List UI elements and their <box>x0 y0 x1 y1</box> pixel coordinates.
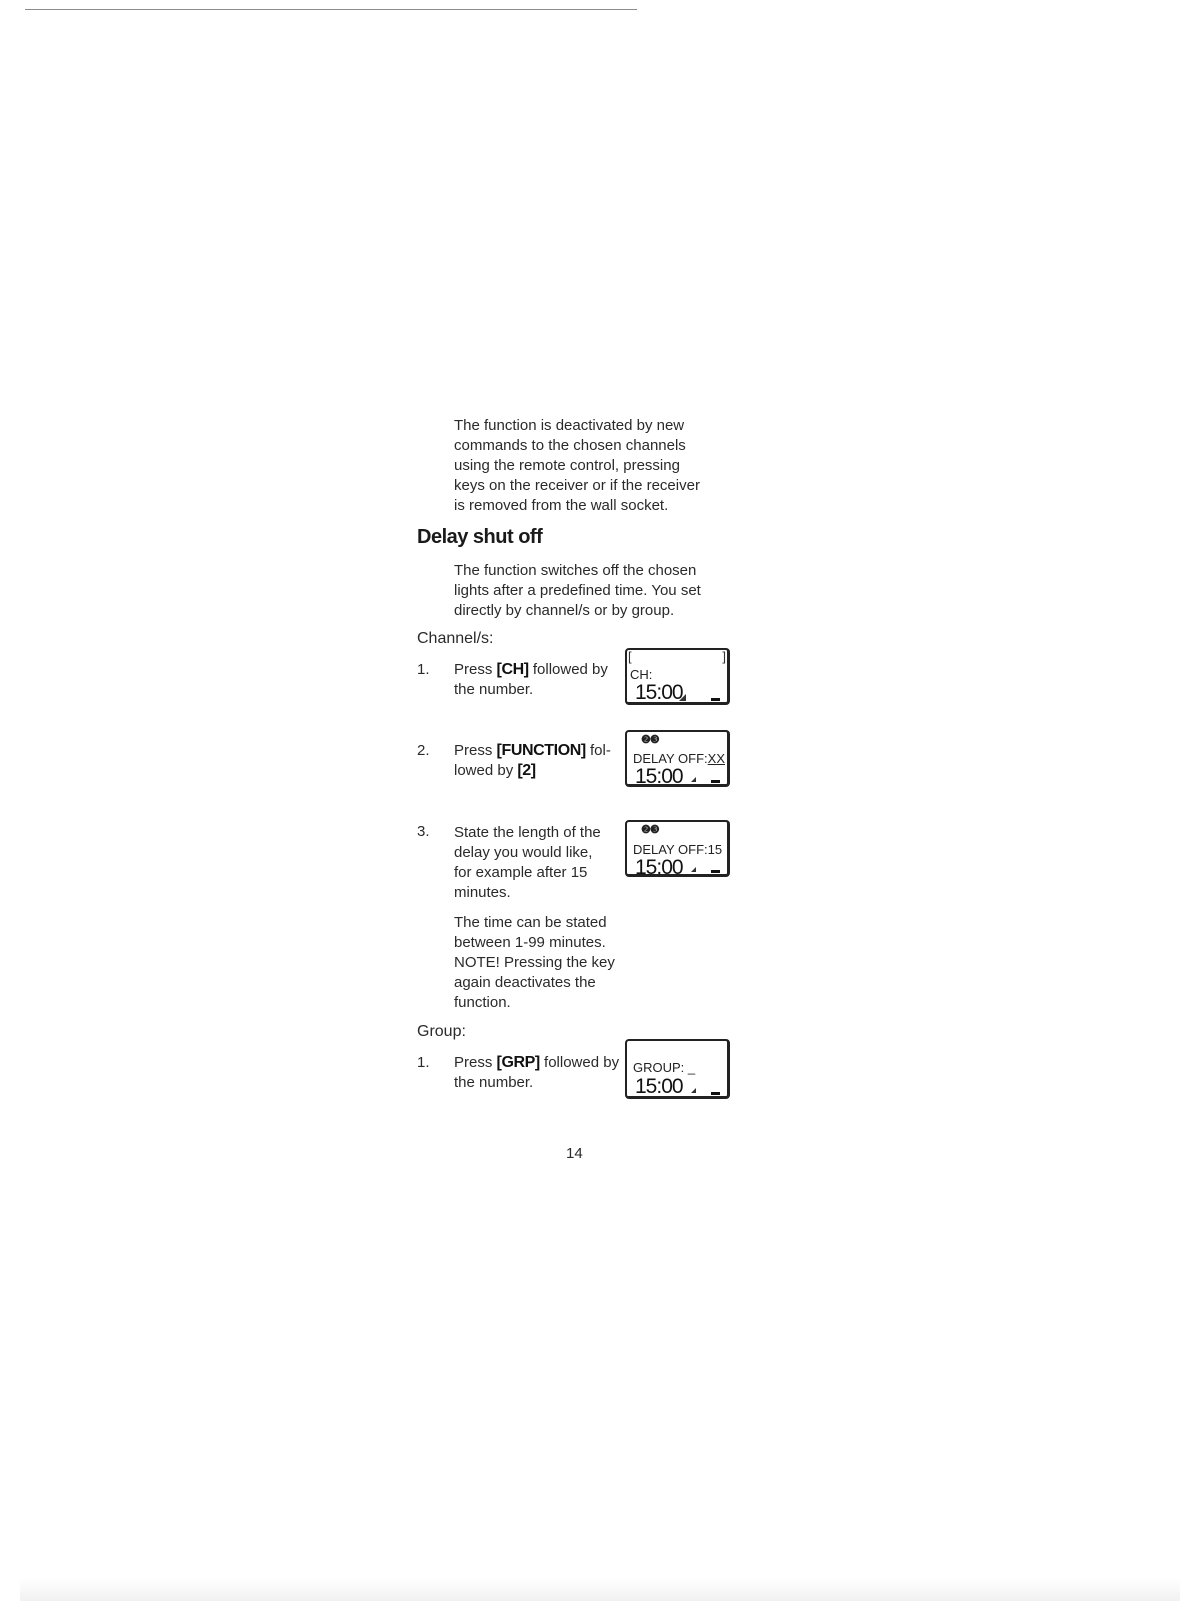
intro-line: commands to the chosen channels <box>454 437 686 454</box>
step-text: the number. <box>454 681 534 698</box>
step-2-text <box>454 741 611 781</box>
battery-icon <box>711 1092 720 1095</box>
bracket-left: [ <box>628 649 632 664</box>
lcd-display-ch <box>625 648 730 705</box>
channel-indicator-icon: ❷❸ <box>641 824 659 836</box>
group-step-1-text <box>454 1053 619 1093</box>
step-3-text <box>454 823 601 903</box>
step-number: 3. <box>417 823 430 840</box>
bracket-right: ] <box>722 649 726 664</box>
battery-icon <box>711 780 720 783</box>
lcd-time: 15:00 <box>635 1075 683 1098</box>
section-description <box>454 561 701 621</box>
section-heading: Delay shut off <box>417 526 543 548</box>
group-heading: Group: <box>417 1023 466 1040</box>
signal-icon <box>691 867 696 872</box>
step-text: Press <box>454 661 497 678</box>
note-line: NOTE! Pressing the key <box>454 954 615 971</box>
ch-key: [CH] <box>496 661 529 678</box>
battery-icon <box>711 870 720 873</box>
step-number: 1. <box>417 661 430 678</box>
description-line: lights after a predefined time. You set <box>454 582 701 599</box>
lcd-time: 15:00 <box>635 856 683 879</box>
step-text: State the length of the <box>454 824 601 841</box>
top-rule <box>25 9 637 10</box>
step-text: minutes. <box>454 884 511 901</box>
intro-line: The function is deactivated by new <box>454 417 685 434</box>
lcd-time: 15:00 <box>635 681 683 704</box>
signal-icon <box>679 694 686 701</box>
battery-icon <box>711 698 720 701</box>
lcd-display-delay <box>625 820 730 877</box>
intro-line: using the remote control, pressing <box>454 457 680 474</box>
page-number: 14 <box>566 1145 583 1162</box>
step-text: the number. <box>454 1074 534 1091</box>
step-text: for example after 15 <box>454 864 588 881</box>
intro-line: keys on the receiver or if the receiver <box>454 477 700 494</box>
signal-icon <box>691 1088 696 1093</box>
step-number: 2. <box>417 742 430 759</box>
lcd-display-group <box>625 1039 730 1099</box>
step-text: delay you would like, <box>454 844 593 861</box>
note-line: The time can be stated <box>454 914 607 931</box>
grp-key: [GRP] <box>496 1054 540 1071</box>
step-text: Press <box>454 742 497 759</box>
digit-2-key: [2] <box>517 762 536 779</box>
channel-indicator-icon: ❷❸ <box>641 734 659 746</box>
step-text: followed by <box>539 1054 620 1071</box>
step-text: lowed by <box>454 762 518 779</box>
lcd-display-function <box>625 730 730 787</box>
lcd-label: DELAY OFF:15 <box>633 842 723 857</box>
scan-edge <box>20 1579 1180 1601</box>
step-text: followed by <box>528 661 608 678</box>
channels-heading: Channel/s: <box>417 630 494 647</box>
function-key: [FUNCTION] <box>496 742 586 759</box>
lcd-time: 15:00 <box>635 765 683 788</box>
step-number: 1. <box>417 1054 430 1071</box>
intro-line: is removed from the wall socket. <box>454 497 669 514</box>
description-line: The function switches off the chosen <box>454 562 697 579</box>
step-text: fol- <box>585 742 611 759</box>
step-1-text <box>454 660 608 700</box>
note-line: function. <box>454 994 511 1011</box>
lcd-label-text: DELAY OFF: <box>633 751 708 766</box>
lcd-label <box>633 751 725 766</box>
lcd-label: GROUP: _ <box>633 1060 696 1075</box>
intro-paragraph <box>454 416 700 516</box>
lcd-label: CH: <box>630 667 653 682</box>
note-paragraph <box>454 913 615 1013</box>
note-line: between 1-99 minutes. <box>454 934 606 951</box>
signal-icon <box>691 777 696 782</box>
lcd-label-value: XX <box>707 751 725 766</box>
description-line: directly by channel/s or by group. <box>454 602 675 619</box>
note-line: again deactivates the <box>454 974 596 991</box>
step-text: Press <box>454 1054 497 1071</box>
